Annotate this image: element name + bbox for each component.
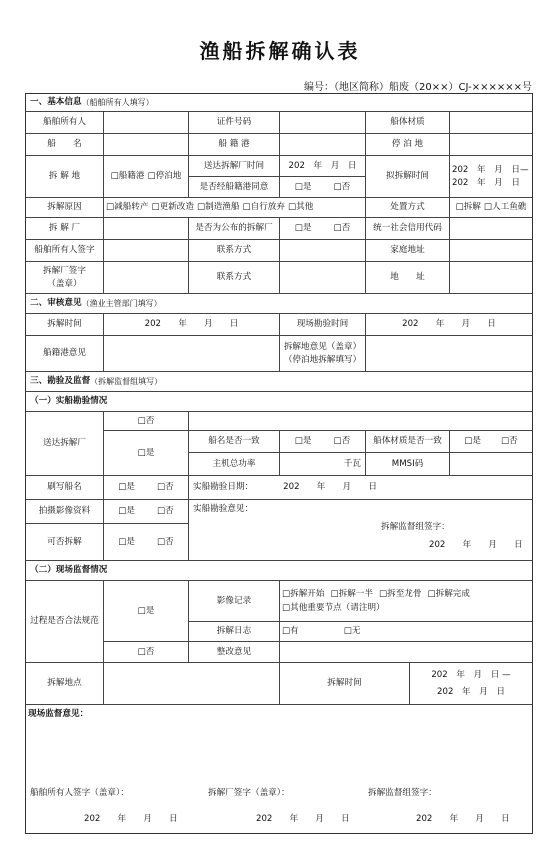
cert-no-field[interactable] xyxy=(280,112,366,134)
disposal-option-dismantle[interactable]: □拆解 xyxy=(455,202,481,213)
is-public-options xyxy=(280,218,366,240)
reason-option-1[interactable]: □减船转产 xyxy=(106,202,149,213)
label-dismantle-place: 拆 解 地 xyxy=(26,156,104,198)
video-option-half[interactable]: □拆解一半 xyxy=(330,588,373,599)
place-opinion-field[interactable] xyxy=(366,336,532,372)
label-log: 拆解日志 xyxy=(189,622,280,642)
subsection-site-supervision: （二）现场监督情况 xyxy=(26,561,532,581)
label-place-opinion xyxy=(280,336,366,372)
label-sign-supervisor: 拆解监督组签字： xyxy=(368,788,437,798)
hull-material-field[interactable] xyxy=(450,112,532,134)
label-name-match: 船名是否一致 xyxy=(189,431,280,453)
sign-supervisor-date: 202 年 月 日 xyxy=(416,814,510,824)
place-option-port[interactable]: □船籍港 xyxy=(110,171,145,182)
label-address: 地 址 xyxy=(366,262,450,294)
place-opinion-line2: （停泊地拆解填写） xyxy=(283,354,362,365)
name-match-yes[interactable]: □是 xyxy=(294,436,312,447)
sign-owner-date: 202 年 月 日 xyxy=(84,814,178,824)
log-has-checkbox[interactable]: □有 xyxy=(282,626,299,637)
place-opinion-line1: 拆解地意见（盖章） xyxy=(283,341,362,352)
video-option-start[interactable]: □拆解开始 xyxy=(282,588,325,599)
unit-kw: 千瓦 xyxy=(343,458,361,469)
label-photos: 拍摄影像资料 xyxy=(26,500,104,524)
dismantle-place-options xyxy=(104,156,189,198)
name-match-no[interactable]: □否 xyxy=(333,436,351,447)
label-place: 拆解地点 xyxy=(26,663,104,705)
label-factory-contact: 联系方式 xyxy=(189,262,280,294)
label-reg-port: 船 籍 港 xyxy=(189,134,280,156)
label-supervisor-sign: 拆解监督组签字： xyxy=(381,522,450,532)
ship-name-field[interactable] xyxy=(104,134,189,156)
video-options xyxy=(280,581,532,622)
engine-power-field[interactable] xyxy=(280,453,366,476)
disposal-option-reef[interactable]: □人工鱼礁 xyxy=(483,202,527,213)
label-owner-sign: 船舶所有人签字 xyxy=(26,240,104,262)
section-review xyxy=(26,294,532,314)
place-option-berth[interactable]: □停泊地 xyxy=(147,171,182,182)
label-mmsi: MMSI码 xyxy=(366,453,450,476)
sign-factory-date: 202 年 月 日 xyxy=(256,814,350,824)
label-sign-owner: 船舶所有人签字（盖章）： xyxy=(30,788,129,798)
name-painted-options xyxy=(104,476,189,500)
label-time: 拆解时间 xyxy=(280,663,410,705)
label-rectify: 整改意见 xyxy=(189,642,280,663)
plan-time-field[interactable] xyxy=(450,156,532,198)
home-addr-field[interactable] xyxy=(450,240,532,262)
material-match-no[interactable]: □否 xyxy=(501,436,518,447)
factory-sign-line2: （盖章） xyxy=(47,278,82,289)
plan-time-to: 202 年 月 日 xyxy=(452,177,520,188)
name-match-options xyxy=(280,431,366,453)
mmsi-field[interactable] xyxy=(450,453,532,476)
supervisor-sign-date: 202 年 月 日 xyxy=(429,540,523,550)
material-match-options xyxy=(450,431,532,453)
can-dismantle-no[interactable]: □否 xyxy=(157,536,174,547)
label-name-painted: 刷写船名 xyxy=(26,476,104,500)
factory-sign-field[interactable] xyxy=(104,262,189,294)
label-is-public: 是否为公布的拆解厂 xyxy=(189,218,280,240)
time-from: 202 年 月 日 — xyxy=(431,669,511,680)
owner-sign-field[interactable] xyxy=(104,240,189,262)
legal-no-checkbox[interactable]: □否 xyxy=(104,642,189,663)
section-note: （渔业主管部门填写） xyxy=(81,298,162,308)
label-reason: 拆解原因 xyxy=(26,198,104,218)
reason-option-5[interactable]: □其他 xyxy=(288,202,314,213)
label-delivered: 送达拆解厂 xyxy=(26,412,104,476)
inspect-date-value: 202 年 月 日 xyxy=(283,482,377,493)
section-inspection xyxy=(26,372,532,392)
inspect-date-row[interactable] xyxy=(189,476,532,500)
label-video: 影像记录 xyxy=(189,581,280,622)
can-dismantle-yes[interactable]: □是 xyxy=(118,536,135,547)
log-none-checkbox[interactable]: □无 xyxy=(343,626,361,637)
reason-option-2[interactable]: □更新改造 xyxy=(151,202,194,213)
factory-contact-field[interactable] xyxy=(280,262,366,294)
video-option-other[interactable]: □其他重要节点（请注明） xyxy=(282,602,385,613)
label-factory: 拆 解 厂 xyxy=(26,218,104,240)
section-note: （船舶所有人填写） xyxy=(81,97,154,107)
document-number: 编号：（地区简称）船废（20××）CJ-××××××号 xyxy=(304,82,532,93)
public-no-checkbox[interactable]: □否 xyxy=(333,223,351,234)
deliver-date-field[interactable]: 202 年 月 日 xyxy=(280,156,366,177)
label-sign-factory: 拆解厂签字（盖章）： xyxy=(208,788,290,798)
owner-contact-field[interactable] xyxy=(280,240,366,262)
section-note: （拆解监督组填写） xyxy=(90,376,163,386)
label-engine-power: 主机总功率 xyxy=(189,453,280,476)
label-s2-dismantle-time: 拆解时间 xyxy=(26,314,104,336)
reason-option-4[interactable]: □自行放弃 xyxy=(242,202,285,213)
photos-options xyxy=(104,500,189,524)
s2-dismantle-date[interactable]: 202 年 月 日 xyxy=(104,314,280,336)
section-basic-info xyxy=(26,94,532,112)
label-ship-name: 船 名 xyxy=(26,134,104,156)
can-dismantle-options xyxy=(104,524,189,561)
reason-options xyxy=(104,198,366,218)
label-reg-opinion: 船籍港意见 xyxy=(26,336,104,372)
subsection-ship-inspection: （一）实船勘验情况 xyxy=(26,392,532,412)
label-material-match: 船体材质是否一致 xyxy=(366,431,450,453)
delivered-no-checkbox[interactable]: □否 xyxy=(104,412,189,431)
place-field[interactable] xyxy=(104,663,280,705)
label-legal: 过程是否合法规范 xyxy=(26,581,104,663)
label-hull-material: 船体材质 xyxy=(366,112,450,134)
s2-inspect-date[interactable]: 202 年 月 日 xyxy=(366,314,532,336)
rectify-field[interactable] xyxy=(280,642,532,663)
delivered-yes-checkbox[interactable]: □是 xyxy=(104,431,189,476)
label-inspect-opinion: 实船勘验意见： xyxy=(193,504,254,514)
label-factory-sign xyxy=(26,262,104,294)
material-match-yes[interactable]: □是 xyxy=(464,436,481,447)
reg-port-field[interactable] xyxy=(280,134,366,156)
delivered-no-detail[interactable] xyxy=(189,412,532,431)
video-option-keel[interactable]: □拆至龙骨 xyxy=(379,588,422,599)
time-field[interactable] xyxy=(410,663,532,705)
log-options xyxy=(280,622,532,642)
label-port-consent: 是否经船籍港同意 xyxy=(189,177,280,198)
plan-time-from: 202 年 月 日— xyxy=(452,164,529,175)
reg-opinion-field[interactable] xyxy=(104,336,280,372)
label-s2-inspect-time: 现场勘验时间 xyxy=(280,314,366,336)
label-credit-code: 统一社会信用代码 xyxy=(366,218,450,240)
section-title: 三、勘验及监督 xyxy=(30,376,91,387)
label-owner: 船舶所有人 xyxy=(26,112,104,134)
port-consent-options xyxy=(280,177,366,198)
site-opinion-box[interactable] xyxy=(26,705,532,833)
owner-field[interactable] xyxy=(104,112,189,134)
label-site-opinion: 现场监督意见： xyxy=(28,709,89,719)
section-title: 一、基本信息 xyxy=(30,97,82,108)
section-title: 二、审核意见 xyxy=(30,298,82,309)
legal-yes-checkbox[interactable]: □是 xyxy=(104,581,189,642)
label-deliver-time: 送达拆解厂时间 xyxy=(189,156,280,177)
label-owner-contact: 联系方式 xyxy=(189,240,280,262)
label-inspect-date: 实船勘验日期： xyxy=(193,482,254,493)
name-painted-yes[interactable]: □是 xyxy=(118,482,135,493)
label-disposal: 处置方式 xyxy=(366,198,450,218)
credit-code-field[interactable] xyxy=(450,218,532,240)
inspect-opinion-box[interactable] xyxy=(189,500,532,561)
consent-yes-checkbox[interactable]: □是 xyxy=(294,181,312,192)
reason-option-3[interactable]: □制造渔船 xyxy=(197,202,240,213)
page-title: 渔船拆解确认表 xyxy=(199,39,361,63)
label-berth: 停 泊 地 xyxy=(366,134,450,156)
label-home-addr: 家庭地址 xyxy=(366,240,450,262)
berth-field[interactable] xyxy=(450,134,532,156)
consent-no-checkbox[interactable]: □否 xyxy=(333,181,351,192)
name-painted-no[interactable]: □否 xyxy=(157,482,174,493)
factory-field[interactable] xyxy=(104,218,189,240)
label-can-dismantle: 可否拆解 xyxy=(26,524,104,561)
factory-sign-line1: 拆解厂签字 xyxy=(43,265,86,276)
address-field[interactable] xyxy=(450,262,532,294)
video-option-done[interactable]: □拆解完成 xyxy=(427,588,470,599)
time-to: 202 年 月 日 xyxy=(437,686,505,697)
photos-yes[interactable]: □是 xyxy=(118,506,135,517)
photos-no[interactable]: □否 xyxy=(157,506,174,517)
label-plan-time: 拟拆解时间 xyxy=(366,156,450,198)
public-yes-checkbox[interactable]: □是 xyxy=(294,223,312,234)
label-cert-no: 证件号码 xyxy=(189,112,280,134)
confirmation-form xyxy=(25,93,533,834)
disposal-options xyxy=(450,198,532,218)
